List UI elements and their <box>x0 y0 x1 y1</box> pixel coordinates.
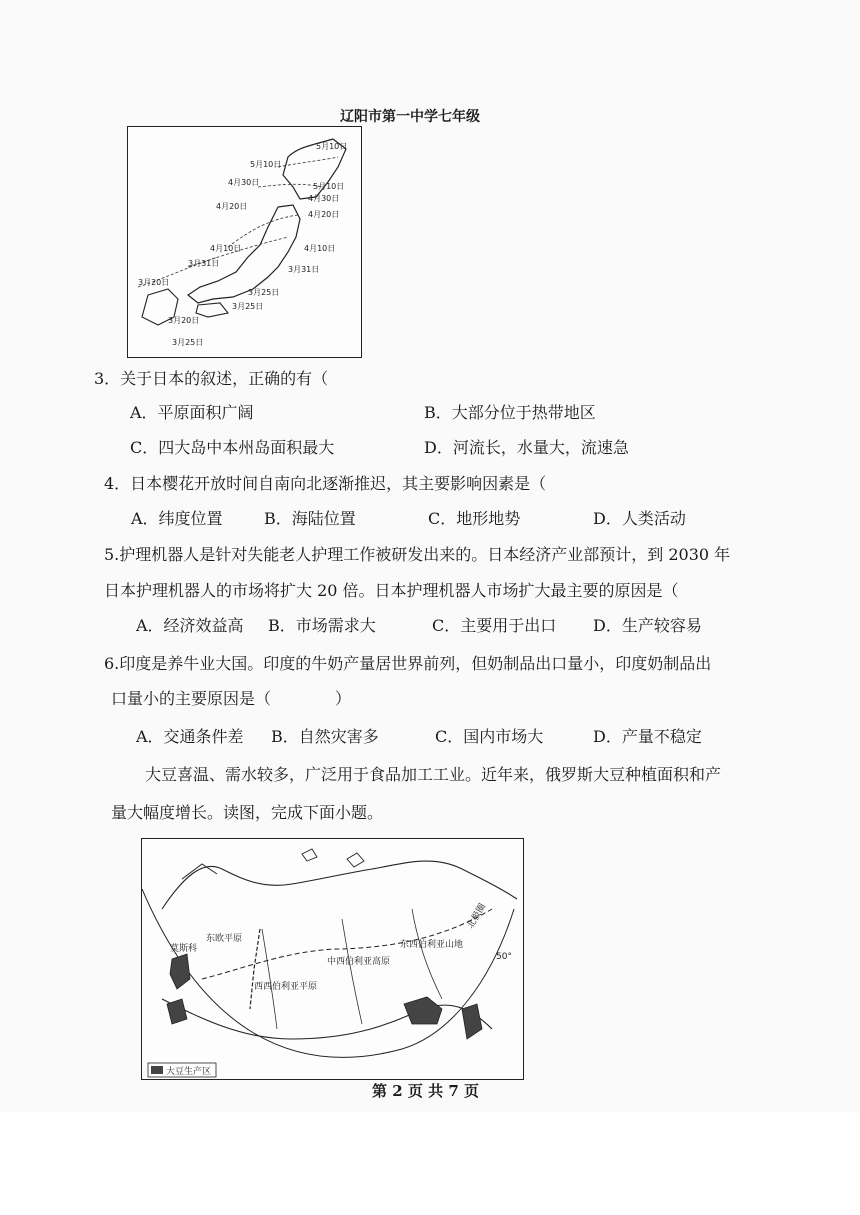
map2-label-east-siberian-mountains: 东西伯利亚山地 <box>400 940 464 950</box>
legend-swatch-icon <box>151 1066 163 1074</box>
map2-label-east-european-plain: 东欧平原 <box>206 934 243 944</box>
passage-line1: 大豆喜温、需水较多，广泛用于食品加工工业。近年来，俄罗斯大豆种植面积和产 <box>145 765 722 784</box>
japan-cherry-blossom-map <box>127 126 362 358</box>
q6-option-c: C．国内市场大 <box>435 727 544 746</box>
q3-option-a: A．平原面积广阔 <box>130 403 254 422</box>
q6-option-d: D．产量不稳定 <box>593 727 702 746</box>
q3-option-b: B．大部分位于热带地区 <box>424 403 596 422</box>
map1-label: 3月31日 <box>188 259 220 268</box>
map1-label: 4月30日 <box>308 194 340 203</box>
map2-label-50-degree: 50° <box>496 952 512 962</box>
map2-label-arctic-circle: 北极圈 <box>465 902 489 931</box>
q4-option-a: A．纬度位置 <box>131 509 223 528</box>
passage-line2: 量大幅度增长。读图，完成下面小题。 <box>111 803 384 822</box>
map1-label: 3月31日 <box>288 265 320 274</box>
q5-option-a: A．经济效益高 <box>136 616 244 635</box>
q4-option-c: C．地形地势 <box>428 509 521 528</box>
map1-label: 3月25日 <box>172 338 204 347</box>
map1-label: 4月30日 <box>228 178 260 187</box>
question-5-stem-line1: 5.护理机器人是针对失能老人护理工作被研发出来的。日本经济产业部预计，到 2030 年 <box>104 545 731 564</box>
page-header: 辽阳市第一中学七年级 <box>340 109 480 125</box>
map1-label: 5月10日 <box>250 160 282 169</box>
question-6-stem-line1: 6.印度是养牛业大国。印度的牛奶产量居世界前列，但奶制品出口量小，印度奶制品出 <box>104 654 712 673</box>
russia-soybean-map <box>141 838 524 1080</box>
question-3-stem: 3．关于日本的叙述，正确的有（ <box>94 369 329 388</box>
map1-label: 3月20日 <box>138 278 170 287</box>
map1-label: 4月20日 <box>216 202 248 211</box>
q5-option-c: C．主要用于出口 <box>432 616 557 635</box>
map1-label: 4月20日 <box>308 210 340 219</box>
map1-label: 3月20日 <box>168 316 200 325</box>
q4-option-b: B．海陆位置 <box>264 509 356 528</box>
question-4-stem: 4．日本樱花开放时间自南向北逐渐推迟，其主要影响因素是（ <box>104 474 547 493</box>
map1-label: 3月25日 <box>232 302 264 311</box>
question-6-stem-line2: 口量小的主要原因是（ ） <box>111 689 352 708</box>
map1-label: 5月10日 <box>316 142 348 151</box>
map1-label: 4月10日 <box>210 244 242 253</box>
map2-label-moscow: 莫斯科 <box>170 944 198 954</box>
map2-legend-label: 大豆生产区 <box>166 1067 212 1077</box>
map2-label-central-siberian-plateau: 中西伯利亚高原 <box>327 957 391 967</box>
q3-option-c: C．四大岛中本州岛面积最大 <box>130 438 335 457</box>
map2-label-west-siberian-plain: 西西伯利亚平原 <box>254 982 318 992</box>
q5-option-d: D．生产较容易 <box>593 616 702 635</box>
q5-option-b: B．市场需求大 <box>268 616 376 635</box>
q4-option-d: D．人类活动 <box>593 509 686 528</box>
question-5-stem-line2: 日本护理机器人的市场将扩大 20 倍。日本护理机器人市场扩大最主要的原因是（ <box>104 581 679 600</box>
q3-option-d: D．河流长，水量大，流速急 <box>424 438 629 457</box>
map1-label: 4月10日 <box>304 244 336 253</box>
map1-label: 3月25日 <box>248 288 280 297</box>
page-footer: 第 2 页 共 7 页 <box>372 1082 479 1100</box>
map1-label: 5月10日 <box>313 182 345 191</box>
q6-option-a: A．交通条件差 <box>136 727 244 746</box>
q6-option-b: B．自然灾害多 <box>271 727 379 746</box>
